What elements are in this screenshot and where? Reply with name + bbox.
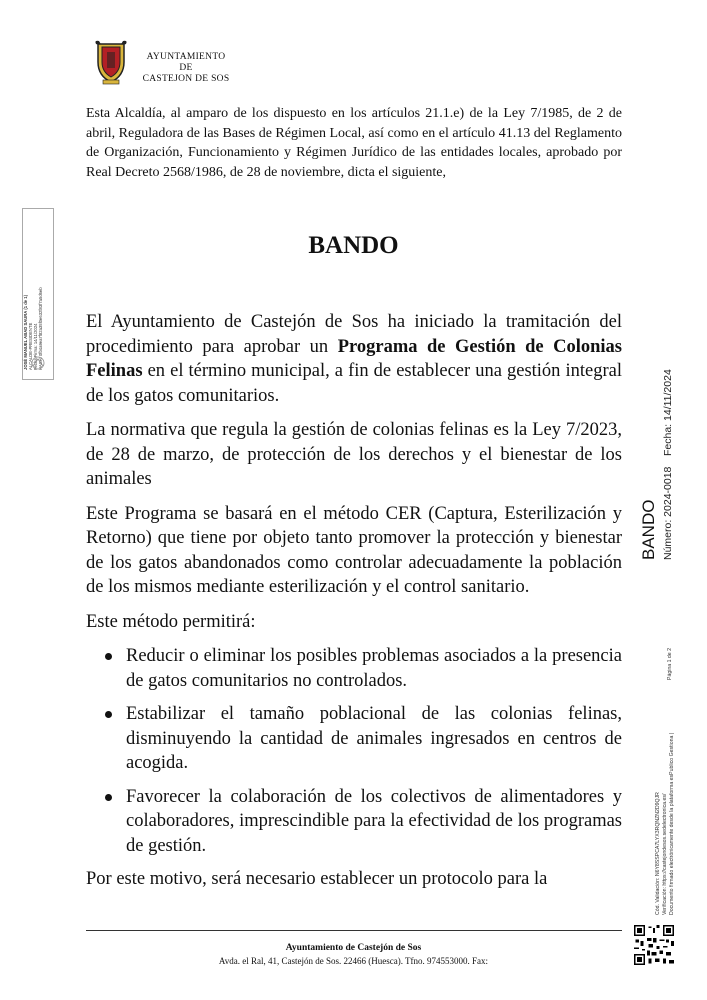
paragraph-1-text-a: El Ayuntamiento de Castejón de Sos ha iniciado la tramitación del procedimiento para aprobar un bbox=[86, 312, 622, 357]
signature-text bbox=[23, 210, 51, 370]
signed-notice: Documento firmado electrónicamente desde la plataforma esPublico Gestiona | bbox=[669, 732, 675, 915]
list-item: Reducir o eliminar los posibles problemas asociados a la presencia de gatos comunitarios no controlados. bbox=[126, 644, 622, 693]
validation-code: Cód. Validación: N6Y8SSPCA7LYX3RQNZN2D9QJR bbox=[655, 792, 661, 915]
benefits-list bbox=[86, 644, 622, 858]
document-title: BANDO bbox=[308, 232, 399, 259]
signature-hash: HASH: 0fb4a9ea7f82a35f0e632f83f7a5d6eb bbox=[38, 287, 43, 370]
paragraph-2: La normativa que regula la gestión de colonias felinas es la Ley 7/2023, de 28 de marzo, de protección de los derechos y el bienestar de los animales bbox=[86, 420, 622, 489]
registry-stamp bbox=[640, 300, 690, 560]
list-item: Favorecer la colaboración de los colectivos de alimentadores y colaboradores, imprescindible para la efectividad de los programas de gestión. bbox=[126, 785, 622, 859]
signature-date: Fecha Firma: 14/11/2024 bbox=[33, 323, 38, 370]
footer-divider bbox=[86, 930, 622, 931]
municipal-crest-logo bbox=[90, 38, 132, 86]
organization-name bbox=[138, 52, 234, 85]
list-item: Estabilizar el tamaño poblacional de las colonias felinas, disminuyendo la cantidad de animales ingresados en centros de acogida. bbox=[126, 702, 622, 776]
signer-role: ALCALDE-PRESIDENTE bbox=[28, 322, 33, 370]
paragraph-1 bbox=[86, 310, 622, 408]
org-line-3: CASTEJON DE SOS bbox=[142, 74, 230, 84]
paragraph-3: Este Programa se basará en el método CER (Captura, Esterilización y Retorno) que tiene por objeto tanto promover la protección y bienestar de los gatos abandonados como controlar adecuadamente la población de los mismos mediante esterilización y el control sanitario. bbox=[86, 503, 622, 597]
paragraph-4: Este método permitirá: bbox=[86, 611, 256, 632]
stamp-number: Número: 2024-0018 bbox=[662, 466, 674, 560]
signature-stamp-icon bbox=[29, 354, 47, 372]
intro-paragraph: Esta Alcaldía, al amparo de los dispuesto en los artículos 21.1.e) de la Ley 7/1985, de 2 de abril, Reguladora de las Bases de Régimen Local, así como en el artículo 41.13 del Reglamento de Organización, Funcionamiento y Régimen Jurídico de las entidades locales, aprobado por Real Decreto 2568/1986, de 28 de noviembre, dicta el siguiente, bbox=[86, 106, 622, 180]
org-line-1: AYUNTAMIENTO bbox=[146, 52, 226, 62]
program-name-bold: Programa de Gestión de Colonias Felinas bbox=[86, 336, 622, 381]
document-body bbox=[86, 310, 622, 902]
paragraph-1-text-b: en el término municipal, a fin de establecer una gestión integral de los gatos comunitarios. bbox=[86, 361, 622, 406]
footer-organization-name: Ayuntamiento de Castejón de Sos bbox=[285, 943, 422, 953]
stamp-date: Fecha: 14/11/2024 bbox=[662, 369, 674, 456]
stamp-document-type: BANDO bbox=[639, 499, 658, 560]
signer-name: JOSÉ MANUEL ABAD SAURA (1 de 1) bbox=[23, 295, 28, 370]
verification-url: Verificación: https://castejondesos.sedelectronica.es/ bbox=[662, 793, 668, 915]
paragraph-5: Por este motivo, será necesario establecer un protocolo para la bbox=[86, 869, 548, 889]
footer-address: Avda. el Ral, 41, Castejón de Sos. 22466 (Huesca). Tfno. 974553000. Fax: bbox=[218, 956, 489, 966]
page-indicator: Página 1 de 2 bbox=[667, 647, 673, 680]
org-line-2: DE bbox=[179, 63, 193, 73]
